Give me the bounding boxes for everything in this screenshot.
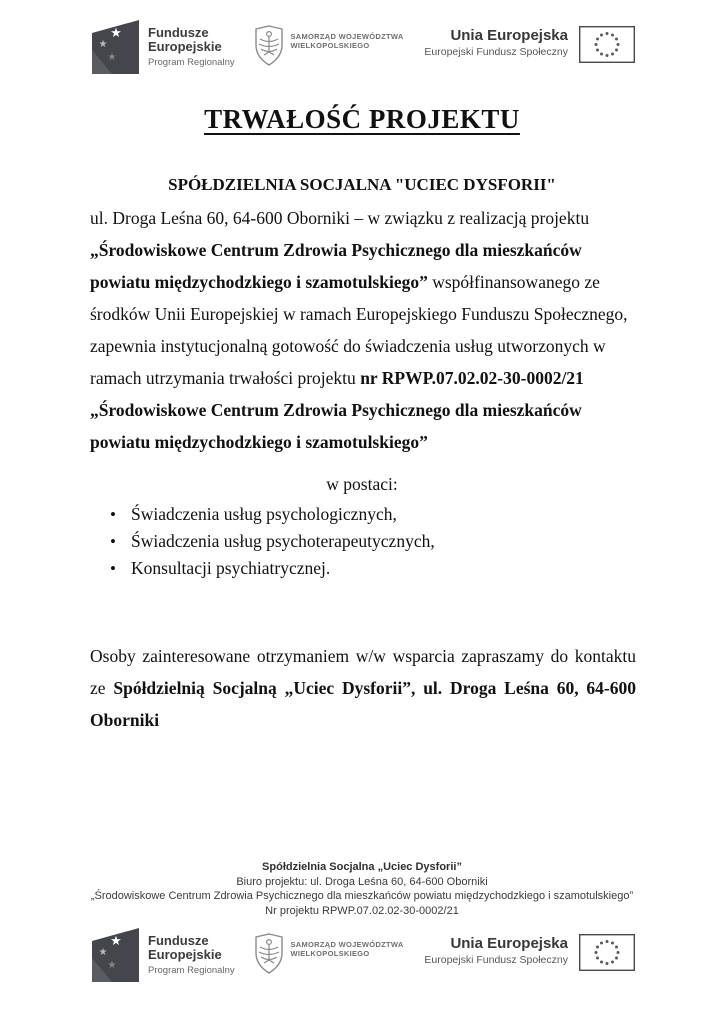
fundusze-name-line2: Europejskie — [148, 947, 222, 962]
svg-text:★: ★ — [110, 933, 122, 948]
eu-subtitle: Europejski Fundusz Społeczny — [424, 954, 568, 966]
eu-logo-text — [424, 934, 568, 966]
eu-subtitle: Europejski Fundusz Społeczny — [424, 46, 568, 58]
list-item: • Konsultacji psychiatrycznej. — [108, 555, 608, 582]
page-title: TRWAŁOŚĆ PROJEKTU — [204, 104, 520, 134]
svg-text:★: ★ — [98, 947, 108, 958]
fundusze-logo-text — [148, 928, 235, 976]
unia-europejska-logo-footer — [424, 928, 635, 971]
fundusze-name-line1: Fundusze — [148, 933, 209, 948]
eagle-crest-icon — [255, 933, 283, 974]
svg-text:★: ★ — [98, 39, 108, 50]
services-list — [108, 501, 608, 582]
fundusze-flag-icon — [92, 928, 139, 982]
fundusze-logo-text — [148, 20, 235, 68]
unia-europejska-logo — [424, 20, 635, 63]
organization-name: SPÓŁDZIELNIA SOCJALNA "UCIEC DYSFORII" — [168, 175, 556, 194]
fundusze-europejskie-logo-footer — [92, 928, 235, 982]
eu-name: Unia Europejska — [450, 935, 568, 952]
fundusze-subtitle: Program Regionalny — [148, 57, 235, 68]
eu-name: Unia Europejska — [450, 27, 568, 44]
samorzad-line2: WIELKOPOLSKIEGO — [290, 41, 370, 50]
footer-info — [0, 860, 724, 918]
samorzad-logo-text — [290, 25, 403, 50]
svg-text:★: ★ — [107, 52, 117, 63]
samorzad-logo-text — [290, 933, 403, 958]
footer-office-address: Biuro projektu: ul. Droga Leśna 60, 64-600 Oborniki — [236, 875, 488, 888]
contact-paragraph: Osoby zainteresowane otrzymaniem w/w wsparcia zapraszamy do kontaktu ze Spółdzielnią Socjalną „Uciec Dysforii”, ul. Droga Leśna 60, 64-600 Oborniki — [90, 646, 636, 730]
eu-logo-text — [424, 26, 568, 58]
fundusze-name-line1: Fundusze — [148, 25, 209, 40]
footer-org-name: Spółdzielnia Socjalna „Uciec Dysforii” — [262, 861, 462, 873]
svg-text:★: ★ — [107, 960, 117, 971]
services-intro-label: w postaci: — [326, 474, 398, 494]
samorzad-line2: WIELKOPOLSKIEGO — [290, 949, 370, 958]
list-item: • Świadczenia usług psychologicznych, — [108, 501, 608, 528]
samorzad-line1: SAMORZĄD WOJEWÓDZTWA — [290, 940, 404, 949]
footer-project-name: „Środowiskowe Centrum Zdrowia Psychicznego dla mieszkańców powiatu międzychodzkiego i szamotulskiego” — [90, 890, 634, 902]
samorzad-wielkopolski-logo-footer — [255, 928, 403, 974]
svg-text:★: ★ — [110, 25, 122, 40]
eu-flag-icon — [579, 934, 635, 971]
footer-project-number: Nr projektu RPWP.07.02.02-30-0002/21 — [265, 904, 459, 917]
fundusze-name-line2: Europejskie — [148, 39, 222, 54]
fundusze-subtitle: Program Regionalny — [148, 965, 235, 976]
fundusze-europejskie-logo — [92, 20, 235, 74]
eu-flag-icon — [579, 26, 635, 63]
header-logos — [92, 20, 635, 82]
list-item: • Świadczenia usług psychoterapeutycznych, — [108, 528, 608, 555]
project-description-paragraph: ul. Droga Leśna 60, 64-600 Oborniki – w związku z realizacją projektu „Środowiskowe Centrum Zdrowia Psychicznego dla mieszkańców powiatu międzychodzkiego i szamotulskiego” współfinansowanego ze środków Unii Europejskiej w ramach Europejskiego Funduszu Społecznego, zapewnia instytucjonalną gotowość do świadczenia usług utworzonych w ramach utrzymania trwałości projektu nr RPWP.07.02.02-30-0002/21 „Środowiskowe Centrum Zdrowia Psychicznego dla mieszkańców powiatu międzychodzkiego i szamotulskiego” — [90, 208, 628, 452]
footer-logos — [92, 928, 635, 990]
samorzad-line1: SAMORZĄD WOJEWÓDZTWA — [290, 32, 404, 41]
fundusze-flag-icon — [92, 20, 139, 74]
samorzad-wielkopolski-logo — [255, 20, 403, 66]
eagle-crest-icon — [255, 25, 283, 66]
